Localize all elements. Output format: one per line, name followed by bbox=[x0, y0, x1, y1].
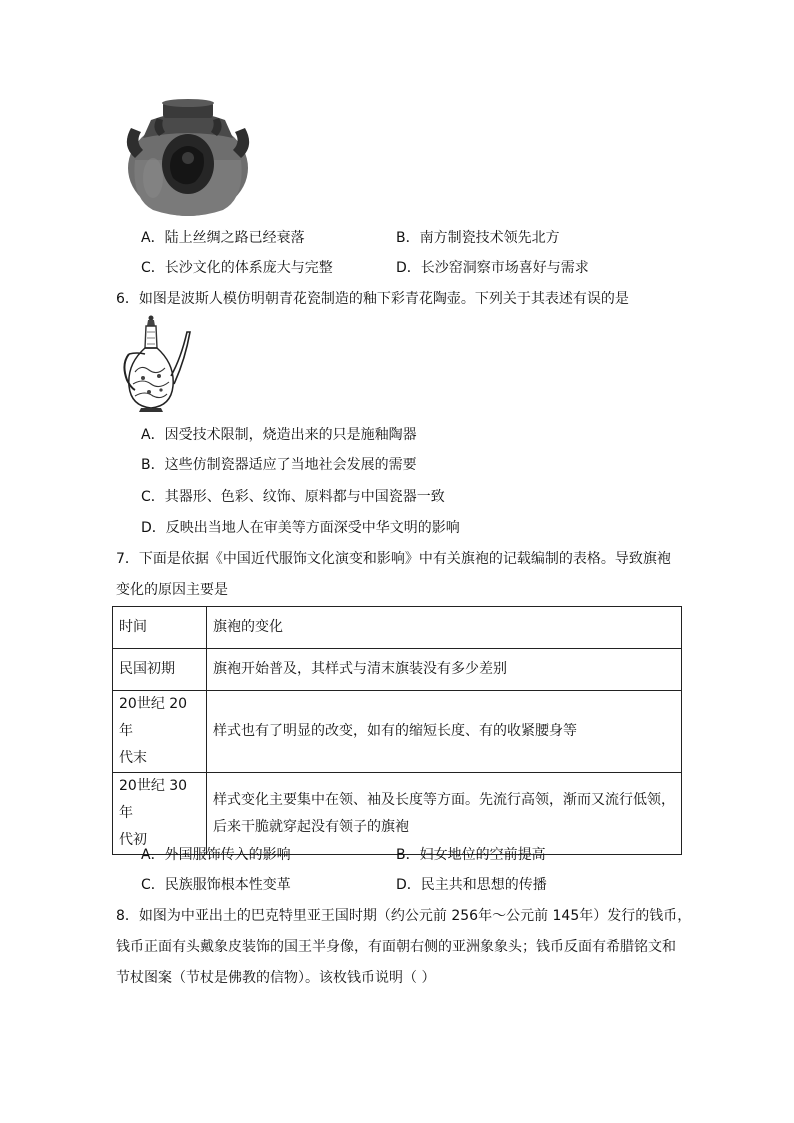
changsha-jar-image bbox=[123, 98, 253, 220]
table-cell-change: 样式变化主要集中在领、袖及长度等方面。先流行高领，渐而又流行低领， 后来干脆就穿起没有领子的旗袍 bbox=[207, 773, 682, 855]
q7-stem-line-2: 变化的原因主要是 bbox=[116, 582, 228, 598]
table-cell-change: 旗袍开始普及，其样式与清末旗装没有多少差别 bbox=[207, 649, 682, 691]
table-row bbox=[113, 649, 682, 691]
persian-ewer-image bbox=[121, 314, 193, 414]
qipao-table bbox=[112, 606, 682, 855]
q7-option-c: C．民族服饰根本性变革 bbox=[141, 877, 291, 893]
q6-option-a: A．因受技术限制，烧造出来的只是施釉陶器 bbox=[141, 427, 417, 443]
q6-option-b: B．这些仿制瓷器适应了当地社会发展的需要 bbox=[141, 457, 417, 473]
q8-stem-line-2: 钱币正面有头戴象皮装饰的国王半身像，有面朝右侧的亚洲象象头；钱币反面有希腊铭文和 bbox=[116, 939, 676, 955]
table-cell-change: 样式也有了明显的改变，如有的缩短长度、有的收紧腰身等 bbox=[207, 691, 682, 773]
q5-option-d: D．长沙窑洞察市场喜好与需求 bbox=[396, 260, 589, 276]
q6-option-d: D．反映出当地人在审美等方面深受中华文明的影响 bbox=[141, 520, 460, 536]
q7-stem-line-1: 7．下面是依据《中国近代服饰文化演变和影响》中有关旗袍的记载编制的表格。导致旗袍 bbox=[116, 551, 671, 567]
q5-option-a: A．陆上丝绸之路已经衰落 bbox=[141, 230, 305, 246]
q7-option-b: B．妇女地位的空前提高 bbox=[396, 847, 546, 863]
table-header-time: 时间 bbox=[113, 607, 207, 649]
table-cell-time: 民国初期 bbox=[113, 649, 207, 691]
q7-option-d: D．民主共和思想的传播 bbox=[396, 877, 547, 893]
table-cell-time: 20世纪 30年 代初 bbox=[113, 773, 207, 855]
q6-stem: 6．如图是波斯人模仿明朝青花瓷制造的釉下彩青花陶壶。下列关于其表述有误的是 bbox=[116, 291, 629, 307]
table-row bbox=[113, 773, 682, 855]
q5-option-b: B．南方制瓷技术领先北方 bbox=[396, 230, 560, 246]
q6-option-c: C．其器形、色彩、纹饰、原料都与中国瓷器一致 bbox=[141, 489, 445, 505]
table-cell-time: 20世纪 20年 代末 bbox=[113, 691, 207, 773]
table-header-change: 旗袍的变化 bbox=[207, 607, 682, 649]
q5-option-c: C．长沙文化的体系庞大与完整 bbox=[141, 260, 333, 276]
q8-stem-line-3: 节杖图案（节杖是佛教的信物）。该枚钱币说明（ ） bbox=[116, 970, 436, 986]
q8-stem-line-1: 8．如图为中亚出土的巴克特里亚王国时期（约公元前 256年～公元前 145年）发行的钱币， bbox=[116, 908, 692, 924]
q7-option-a: A．外国服饰传入的影响 bbox=[141, 847, 291, 863]
table-header-row bbox=[113, 607, 682, 649]
table-row bbox=[113, 691, 682, 773]
